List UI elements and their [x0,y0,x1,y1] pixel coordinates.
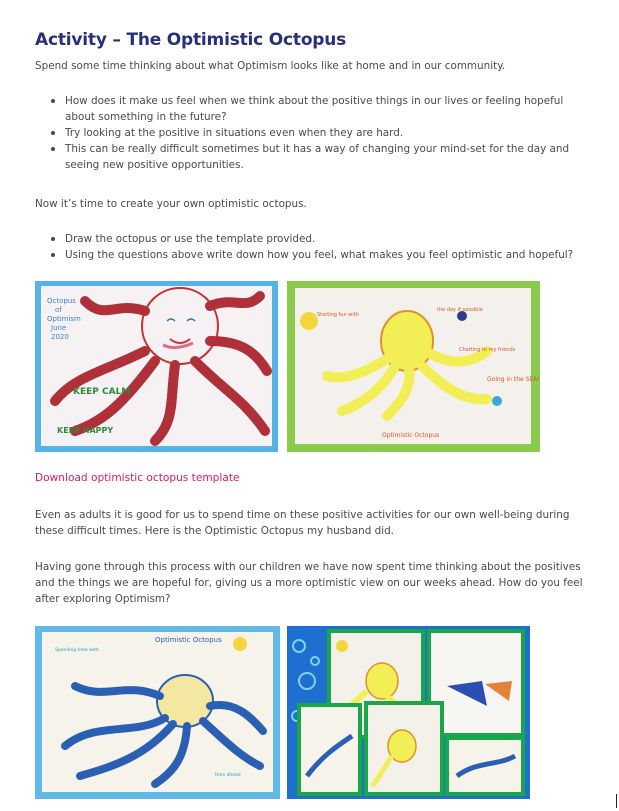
adults-paragraph: Even as adults it is good for us to spend time on these positive activities for our own well-being during these difficult times. Here is the Optimistic Octopus my husband did. [35,509,570,537]
list-item: Draw the octopus or use the template provided. [35,231,595,247]
svg-text:Chatting to my friends: Chatting to my friends [459,347,516,353]
closing-paragraph: Having gone through this process with our children we have now spent time thinking about the positives and the things we are hopeful for, giving us a more optimistic view on our weeks ahead. How do you feel after exploring Optimism? [35,561,583,605]
create-intro-paragraph: Now it’s time to create your own optimistic octopus. [35,198,307,210]
intro-paragraph: Spend some time thinking about what Optimism looks like at home and in our community. [35,60,506,72]
list-item: Try looking at the positive in situations even when they are hard. [35,125,595,141]
child-octopus-drawing-photo[interactable] [35,281,278,452]
drawing-caption: Optimistic Octopus [382,432,440,439]
caption-line: of [55,306,62,314]
yellow-octopus-drawing-photo[interactable] [287,281,540,452]
svg-text:time ahead: time ahead [215,773,241,778]
svg-text:Spending time with: Spending time with [55,648,99,653]
reflection-bullet-list [35,93,595,173]
octopus-collage-photo[interactable] [287,626,530,799]
list-item: How does it make us feel when we think about the positive things in our lives or feeling hopeful about something in the future? [35,93,595,125]
instruction-bullet-list [35,231,595,263]
caption-line: Octopus [47,297,76,305]
svg-text:Starting fun with: Starting fun with [317,312,359,318]
husband-octopus-drawing-photo[interactable] [35,626,280,799]
caption-line: June [51,324,67,332]
drawing-word: KEEP HAPPY [57,426,114,435]
caption-line: 2020 [51,333,69,341]
svg-text:the day if possible: the day if possible [437,307,483,313]
list-item: This can be really difficult sometimes but it has a way of changing your mind-set for the day and seeing new positive opportunities. [35,141,595,173]
caption-line: Optimism [47,315,81,323]
drawing-word: Going in the SEA! [487,376,540,383]
activity-title: Activity – The Optimistic Octopus [35,30,347,50]
drawing-caption: Optimistic Octopus [155,636,222,644]
download-template-link[interactable]: Download optimistic octopus template [35,472,240,484]
list-item: Using the questions above write down how you feel, what makes you feel optimistic and hopeful? [35,247,595,263]
text-cursor [616,794,617,808]
drawing-word: KEEP CALM [73,387,131,397]
